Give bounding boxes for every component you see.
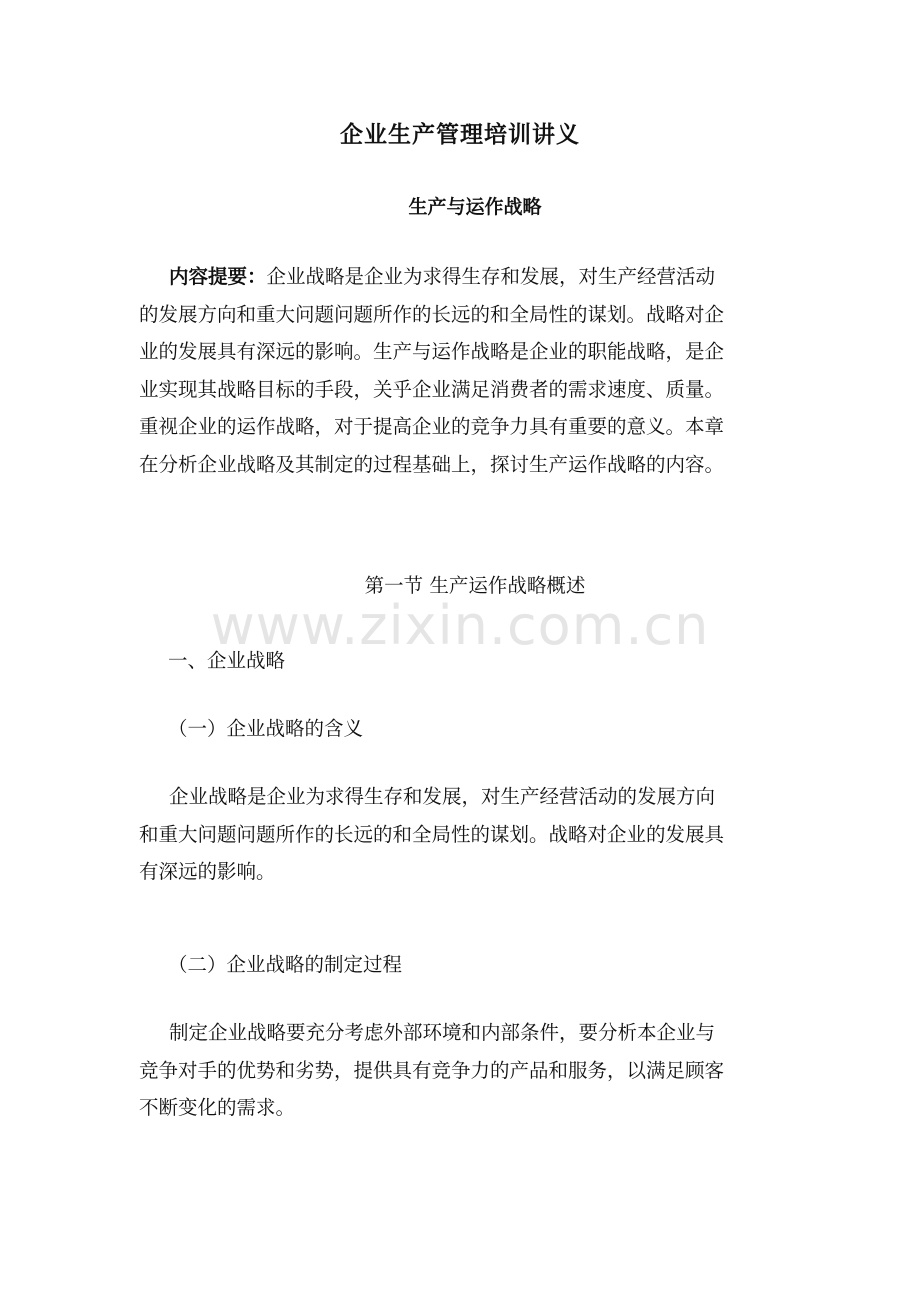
process-paragraph (139, 1014, 789, 1127)
document-title: 企业生产管理培训讲义 (340, 121, 580, 148)
summary-paragraph (139, 258, 789, 483)
definition-paragraph (139, 778, 789, 891)
summary-line: 业实现其战略目标的手段，关乎企业满足消费者的需求速度、质量。 (139, 377, 725, 401)
paragraph-line: 制定企业战略要充分考虑外部环境和内部条件，要分析本企业与 (169, 1021, 716, 1044)
paragraph-line: 有深远的影响。 (139, 860, 276, 883)
summary-line: 内容提要：企业战略是企业为求得生存和发展，对生产经营活动 (169, 265, 716, 288)
section-heading: 第一节 生产运作战略概述 (364, 574, 586, 597)
paragraph-line: 不断变化的需求。 (139, 1096, 296, 1119)
watermark: www.zixin.com.cn (210, 594, 710, 657)
summary-line: 的发展方向和重大问题问题所作的长远的和全局性的谋划。战略对企 (139, 302, 725, 326)
paragraph-line: 竞争对手的优势和劣势，提供具有竞争力的产品和服务，以满足顾客 (139, 1058, 725, 1082)
paragraph-line: 企业战略是企业为求得生存和发展，对生产经营活动的发展方向 (169, 785, 716, 808)
heading-level-2-meaning: （一）企业战略的含义 (168, 717, 364, 740)
heading-level-2-process: （二）企业战略的制定过程 (168, 953, 403, 976)
paragraph-line: 和重大问题问题所作的长远的和全局性的谋划。战略对企业的发展具 (139, 822, 725, 846)
summary-line: 重视企业的运作战略，对于提高企业的竞争力具有重要的意义。本章 (139, 415, 725, 438)
summary-label: 内容提要： (169, 265, 267, 288)
heading-level-1: 一、企业战略 (168, 649, 286, 672)
document-subtitle: 生产与运作战略 (408, 196, 542, 218)
summary-line: 业的发展具有深远的影响。生产与运作战略是企业的职能战略，是企 (139, 340, 725, 363)
summary-line: 在分析企业战略及其制定的过程基础上，探讨生产运作战略的内容。 (139, 452, 725, 476)
